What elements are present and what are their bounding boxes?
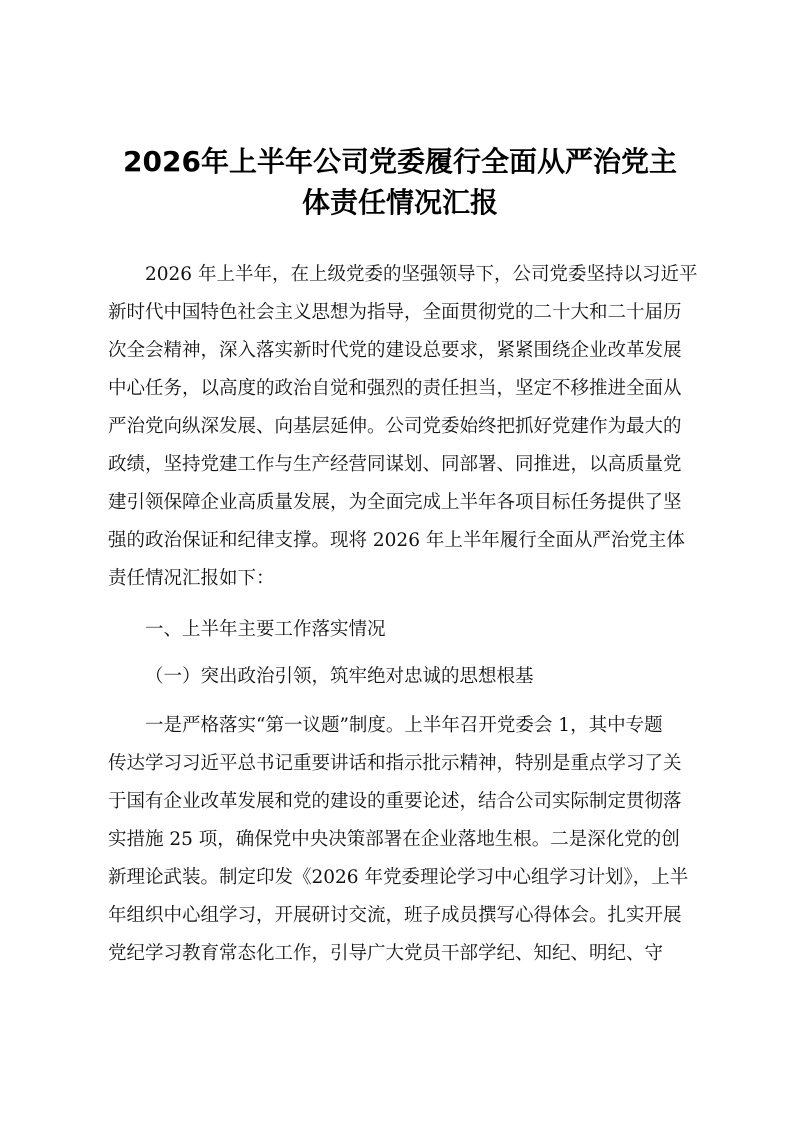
paragraph-line: 传达学习习近平总书记重要讲话和指示批示精神，特别是重点学习了关 [108, 753, 682, 774]
section-heading: 一、上半年主要工作落实情况 [145, 619, 386, 640]
document-title-line-1: 2026年上半年公司党委履行全面从严治党主 [123, 145, 677, 178]
paragraph-line: 新理论武装。制定印发《2026 年党委理论学习中心组学习计划》，上半 [108, 867, 689, 888]
paragraph-line: 于国有企业改革发展和党的建设的重要论述，结合公司实际制定贯彻落 [108, 791, 682, 812]
document-title-line-2: 体责任情况汇报 [301, 186, 498, 219]
paragraph-line: 党纪学习教育常态化工作，引导广大党员干部学纪、知纪、明纪、守 [108, 943, 664, 964]
paragraph-line: 新时代中国特色社会主义思想为指导，全面贯彻党的二十大和二十届历 [108, 302, 682, 323]
paragraph-line: 中心任务，以高度的政治自觉和强烈的责任担当，坚定不移推进全面从 [108, 378, 682, 399]
paragraph-line: 年组织中心组学习，开展研讨交流，班子成员撰写心得体会。扎实开展 [108, 905, 682, 926]
paragraph-line: 政绩，坚持党建工作与生产经营同谋划、同部署、同推进，以高质量党 [108, 454, 682, 475]
paragraph-line: 实措施 25 项，确保党中央决策部署在企业落地生根。二是深化党的创 [108, 829, 680, 850]
paragraph-line: 次全会精神，深入落实新时代党的建设总要求，紧紧围绕企业改革发展 [108, 340, 682, 361]
subsection-heading: （一）突出政治引领，筑牢绝对忠诚的思想根基 [145, 666, 534, 687]
paragraph-line: 责任情况汇报如下： [108, 568, 275, 589]
paragraph-line: 一是严格落实“第一议题”制度。上半年召开党委会 1，其中专题 [145, 715, 663, 736]
paragraph-line: 严治党向纵深发展、向基层延伸。公司党委始终把抓好党建作为最大的 [108, 416, 682, 437]
paragraph-line: 2026 年上半年，在上级党委的坚强领导下，公司党委坚持以习近平 [145, 264, 698, 285]
paragraph-line: 强的政治保证和纪律支撑。现将 2026 年上半年履行全面从严治党主体 [108, 530, 685, 551]
paragraph-line: 建引领保障企业高质量发展，为全面完成上半年各项目标任务提供了坚 [108, 492, 682, 513]
